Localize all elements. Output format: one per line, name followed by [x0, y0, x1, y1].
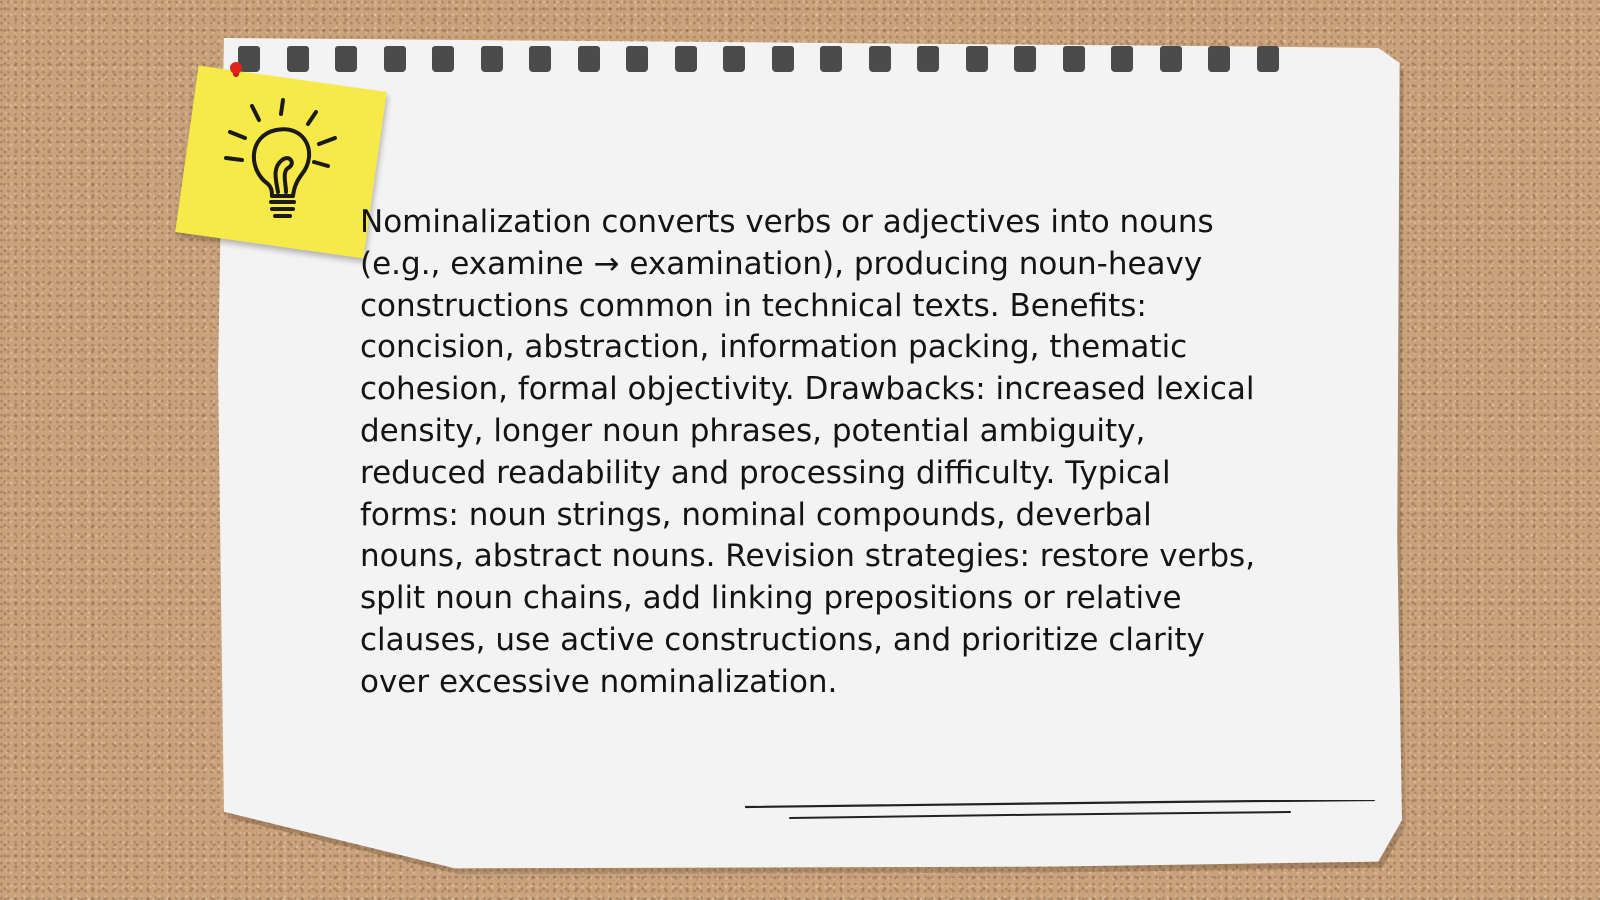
underline-scribble [740, 800, 1380, 830]
binder-hole [675, 46, 697, 72]
binder-hole [772, 46, 794, 72]
binder-hole [723, 46, 745, 72]
binder-hole [869, 46, 891, 72]
binder-hole [1208, 46, 1230, 72]
binder-hole [820, 46, 842, 72]
binder-hole [578, 46, 600, 72]
binder-hole [432, 46, 454, 72]
nominalization-paragraph: Nominalization converts verbs or adjectives into nouns (e.g., examine → examination), producing noun-heavy constructions common in technical texts. Benefits: concision, abstraction, information packing, thematic cohesion, formal objectivity. Drawbacks: increased lexical density, longer noun phrases, potential ambiguity, reduced readability and processing difficulty. Typical forms: noun strings, nominal compounds, deverbal nouns, abstract nouns. Revision strategies: restore verbs, split noun chains, add linking prepositions or relative clauses, use active constructions, and prioritize clarity over excessive nominalization. [360, 204, 1256, 700]
binder-holes [238, 46, 1378, 74]
binder-hole [529, 46, 551, 72]
binder-hole [626, 46, 648, 72]
binder-hole [335, 46, 357, 72]
binder-hole [1063, 46, 1085, 72]
binder-hole [1111, 46, 1133, 72]
binder-hole [384, 46, 406, 72]
binder-hole [917, 46, 939, 72]
binder-hole [966, 46, 988, 72]
lightbulb-icon [218, 92, 348, 232]
push-pin-icon [230, 62, 242, 74]
binder-hole [1014, 46, 1036, 72]
binder-hole [1160, 46, 1182, 72]
binder-hole [1257, 46, 1279, 72]
binder-hole [481, 46, 503, 72]
binder-hole [287, 46, 309, 72]
